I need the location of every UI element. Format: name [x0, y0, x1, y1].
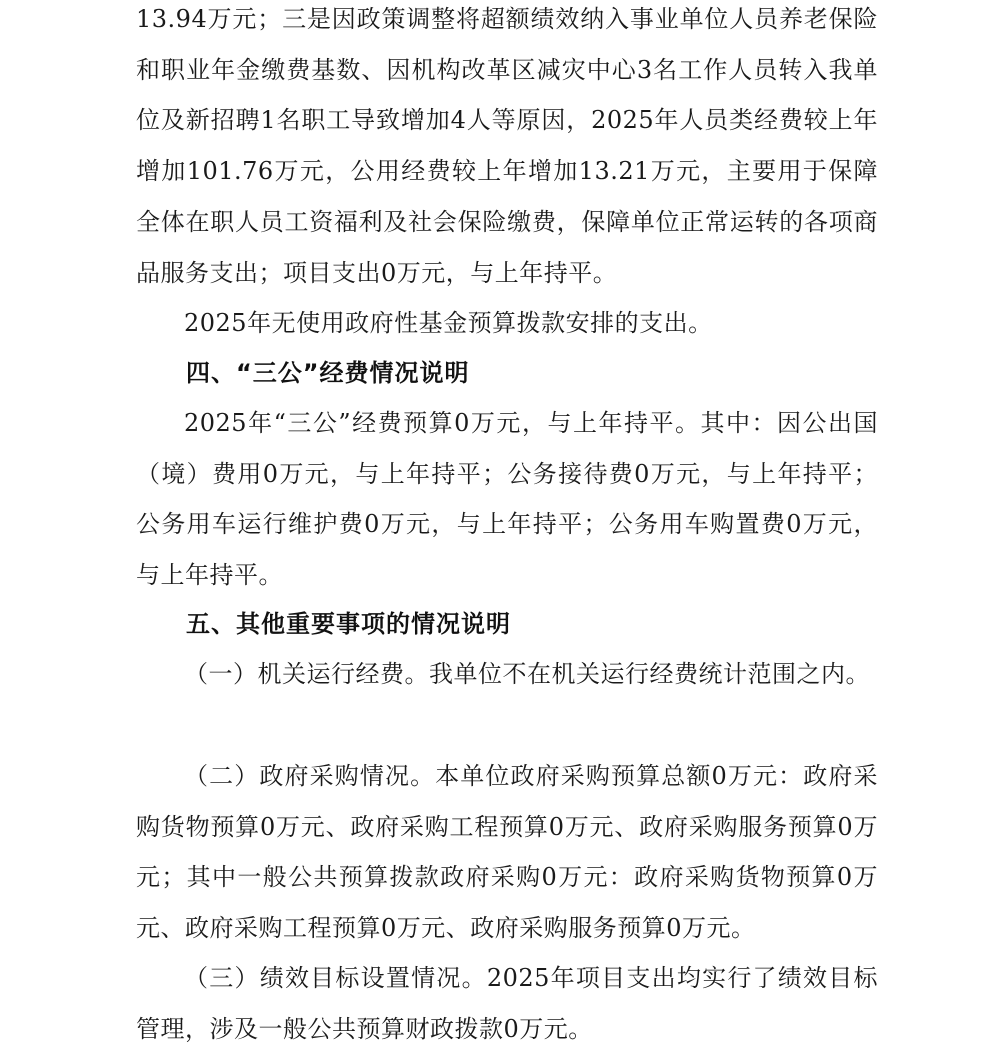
paragraph-three-public-expenses: 2025年“三公”经费预算0万元，与上年持平。其中：因公出国（境）费用0万元，与上年持平；公务接待费0万元，与上年持平；公务用车运行维护费0万元，与上年持平；公务用车购置费0万元，与上年持平。 [136, 409, 878, 590]
heading-three-public-expenses: 四、“三公”经费情况说明 [186, 359, 470, 387]
paragraph-government-fund: 2025年无使用政府性基金预算拨款安排的支出。 [184, 309, 713, 337]
paragraph-performance-targets: （三）绩效目标设置情况。2025年项目支出均实行了绩效目标管理，涉及一般公共预算财政拨款0万元。 [136, 964, 878, 1043]
paragraph-government-procurement: （二）政府采购情况。本单位政府采购预算总额0万元：政府采购货物预算0万元、政府采购工程预算0万元、政府采购服务预算0万元；其中一般公共预算拨款政府采购0万元：政府采购货物预算0万元、政府采购工程预算0万元、政府采购服务预算0万元。 [136, 762, 878, 943]
heading-other-important-matters: 五、其他重要事项的情况说明 [186, 610, 511, 638]
paragraph-operating-expenses: （一）机关运行经费。我单位不在机关运行经费统计范围之内。 [184, 660, 870, 688]
paragraph-personnel-expenses: 13.94万元；三是因政策调整将超额绩效纳入事业单位人员养老保险和职业年金缴费基数、因机构改革区减灾中心3名工作人员转入我单位及新招聘1名职工导致增加4人等原因，2025年人员类经费较上年增加101.76万元，公用经费较上年增加13.21万元，主要用于保障全体在职人员工资福利及社会保险缴费，保障单位正常运转的各项商品服务支出；项目支出0万元，与上年持平。 [136, 5, 878, 287]
